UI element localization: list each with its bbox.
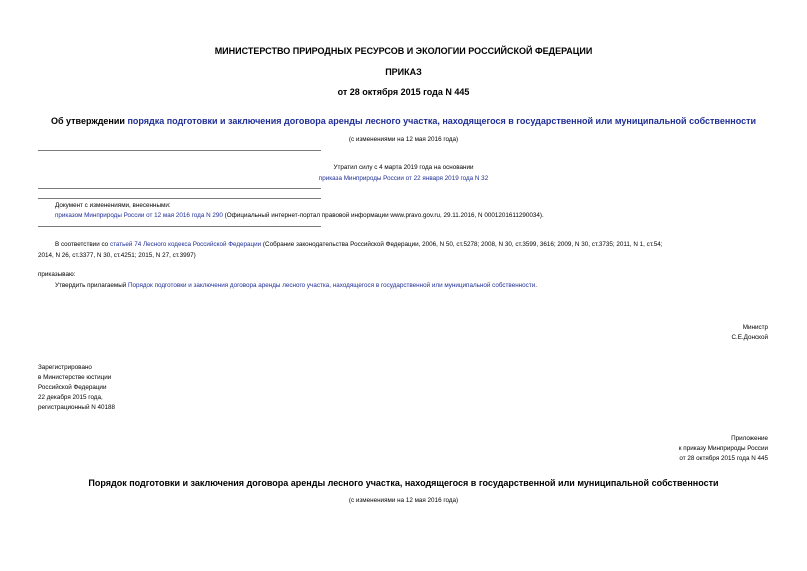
ministry-heading: МИНИСТЕРСТВО ПРИРОДНЫХ РЕСУРСОВ И ЭКОЛОГИИ РОССИЙСКОЙ ФЕДЕРАЦИИ	[214, 46, 593, 56]
registration-block	[38, 363, 115, 413]
changes-line	[55, 211, 544, 221]
doc-title	[0, 116, 807, 126]
changes-label: Документ с изменениями, внесенными:	[55, 202, 171, 209]
divider-line	[38, 188, 321, 189]
appendix-line: к приказу Минприроды России	[678, 445, 768, 452]
order-prefix: Утвердить прилагаемый	[55, 282, 129, 289]
signature-position: Министр	[742, 324, 768, 331]
registration-line: регистрационный N 40188	[38, 404, 116, 411]
procedure-link[interactable]: Порядок подготовки и заключения договора аренды лесного участка, находящегося в государственной или муниципальной собственности	[128, 282, 536, 289]
doc-type-heading: ПРИКАЗ	[385, 67, 422, 77]
registration-line: Зарегистрировано	[38, 364, 92, 371]
registration-line: Российской Федерации	[38, 384, 107, 391]
divider-line	[38, 198, 321, 199]
doc-title-link[interactable]: порядка подготовки и заключения договора аренды лесного участка, находящегося в государственной или муниципальной собственности	[127, 116, 757, 126]
basis-line-1	[55, 240, 663, 250]
doc-date-number: от 28 октября 2015 года N 445	[337, 87, 470, 97]
appendix-line: от 28 октября 2015 года N 445	[679, 455, 768, 462]
appendix-amendments-note: (с изменениями на 12 мая 2016 года)	[348, 497, 459, 504]
repeal-status-text: Утратил силу с 4 марта 2019 года на основании	[333, 164, 474, 171]
doc-title-prefix: Об утверждении	[50, 116, 128, 126]
order-label: приказываю:	[38, 271, 76, 278]
changes-order-link[interactable]: приказом Минприроды России от 12 мая 2016 года N 290	[55, 212, 223, 219]
registration-line: 22 декабря 2015 года,	[38, 394, 103, 401]
appendix-line: Приложение	[731, 435, 768, 442]
divider-line	[38, 150, 321, 151]
appendix-title: Порядок подготовки и заключения договора аренды лесного участка, находящегося в государственной или муниципальной собственности	[88, 478, 719, 488]
amendments-note: (с изменениями на 12 мая 2016 года)	[348, 136, 459, 143]
order-suffix: .	[535, 282, 537, 289]
appendix-block	[679, 434, 768, 464]
basis-line-2: 2014, N 26, ст.3377, N 30, ст.4251; 2015, N 27, ст.3997)	[38, 252, 196, 259]
changes-source-text: (Официальный интернет-портал правовой информации www.pravo.gov.ru, 29.11.2016, N 0001201611290034).	[222, 212, 544, 219]
order-text	[55, 281, 537, 291]
registration-line: в Министерстве юстиции	[38, 374, 112, 381]
signature-name: С.Е.Донской	[731, 334, 768, 341]
forest-code-link[interactable]: статьей 74 Лесного кодекса Российской Федерации	[109, 241, 262, 248]
basis-text: (Собрание законодательства Российской Федерации, 2006, N 50, ст.5278; 2008, N 30, ст.3599, 3616; 2009, N 30, ст.3735; 2011, N 1, ст.54;	[261, 241, 663, 248]
repeal-order-link[interactable]: приказа Минприроды России от 22 января 2019 года N 32	[318, 175, 489, 182]
basis-prefix: В соответствии со	[55, 241, 110, 248]
divider-line	[38, 226, 321, 227]
